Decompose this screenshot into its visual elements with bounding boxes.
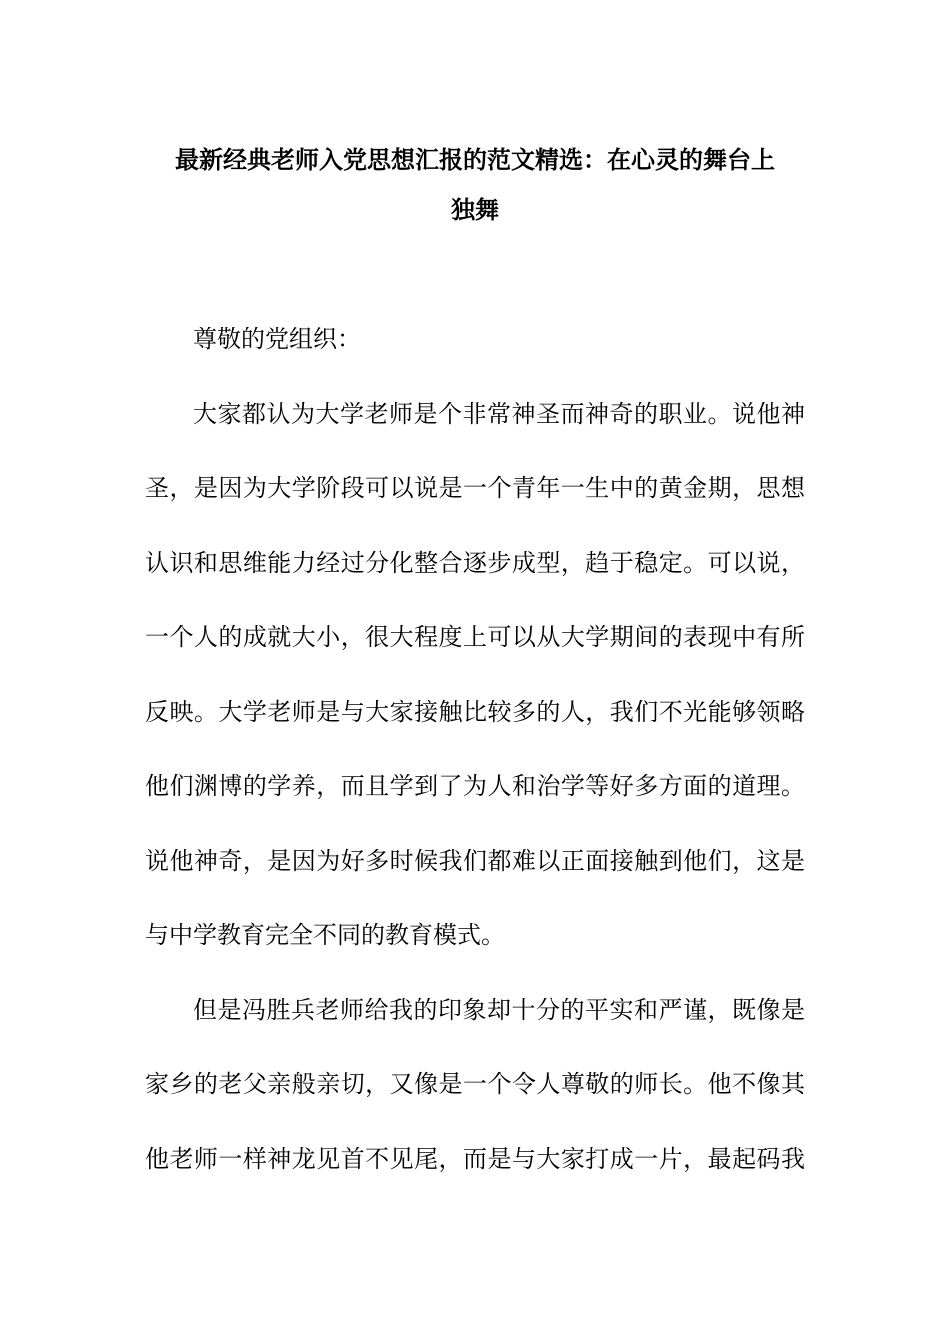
paragraph-2-line-2: 家乡的老父亲般亲切，又像是一个令人尊敬的师长。他不像其	[145, 1070, 805, 1098]
paragraph-2-line-1: 但是冯胜兵老师给我的印象却十分的平实和严谨，既像是	[193, 995, 805, 1024]
paragraph-1-line-6: 他们渊博的学养，而且学到了为人和治学等好多方面的道理。	[145, 772, 805, 800]
salutation: 尊敬的党组织：	[193, 325, 361, 353]
paragraph-1-line-5: 反映。大学老师是与大家接触比较多的人，我们不光能够领略	[145, 697, 805, 726]
document-body	[145, 302, 805, 1196]
paragraph-1-line-4: 一个人的成就大小，很大程度上可以从大学期间的表现中有所	[145, 623, 805, 651]
title-line-2: 独舞	[451, 196, 499, 224]
paragraph-1-line-3: 认识和思维能力经过分化整合逐步成型，趋于稳定。可以说，	[145, 548, 805, 577]
title-line-1: 最新经典老师入党思想汇报的范文精选：在心灵的舞台上	[175, 146, 775, 174]
paragraph-1-line-2: 圣，是因为大学阶段可以说是一个青年一生中的黄金期，思想	[145, 474, 805, 502]
paragraph-1-line-7: 说他神奇，是因为好多时候我们都难以正面接触到他们，这是	[145, 846, 805, 875]
document-title	[145, 135, 805, 235]
paragraph-2-line-3: 他老师一样神龙见首不见尾，而是与大家打成一片，最起码我	[145, 1144, 805, 1173]
paragraph-1-line-1: 大家都认为大学老师是个非常神圣而神奇的职业。说他神	[193, 399, 805, 428]
paragraph-1-line-8: 与中学教育完全不同的教育模式。	[145, 921, 505, 949]
